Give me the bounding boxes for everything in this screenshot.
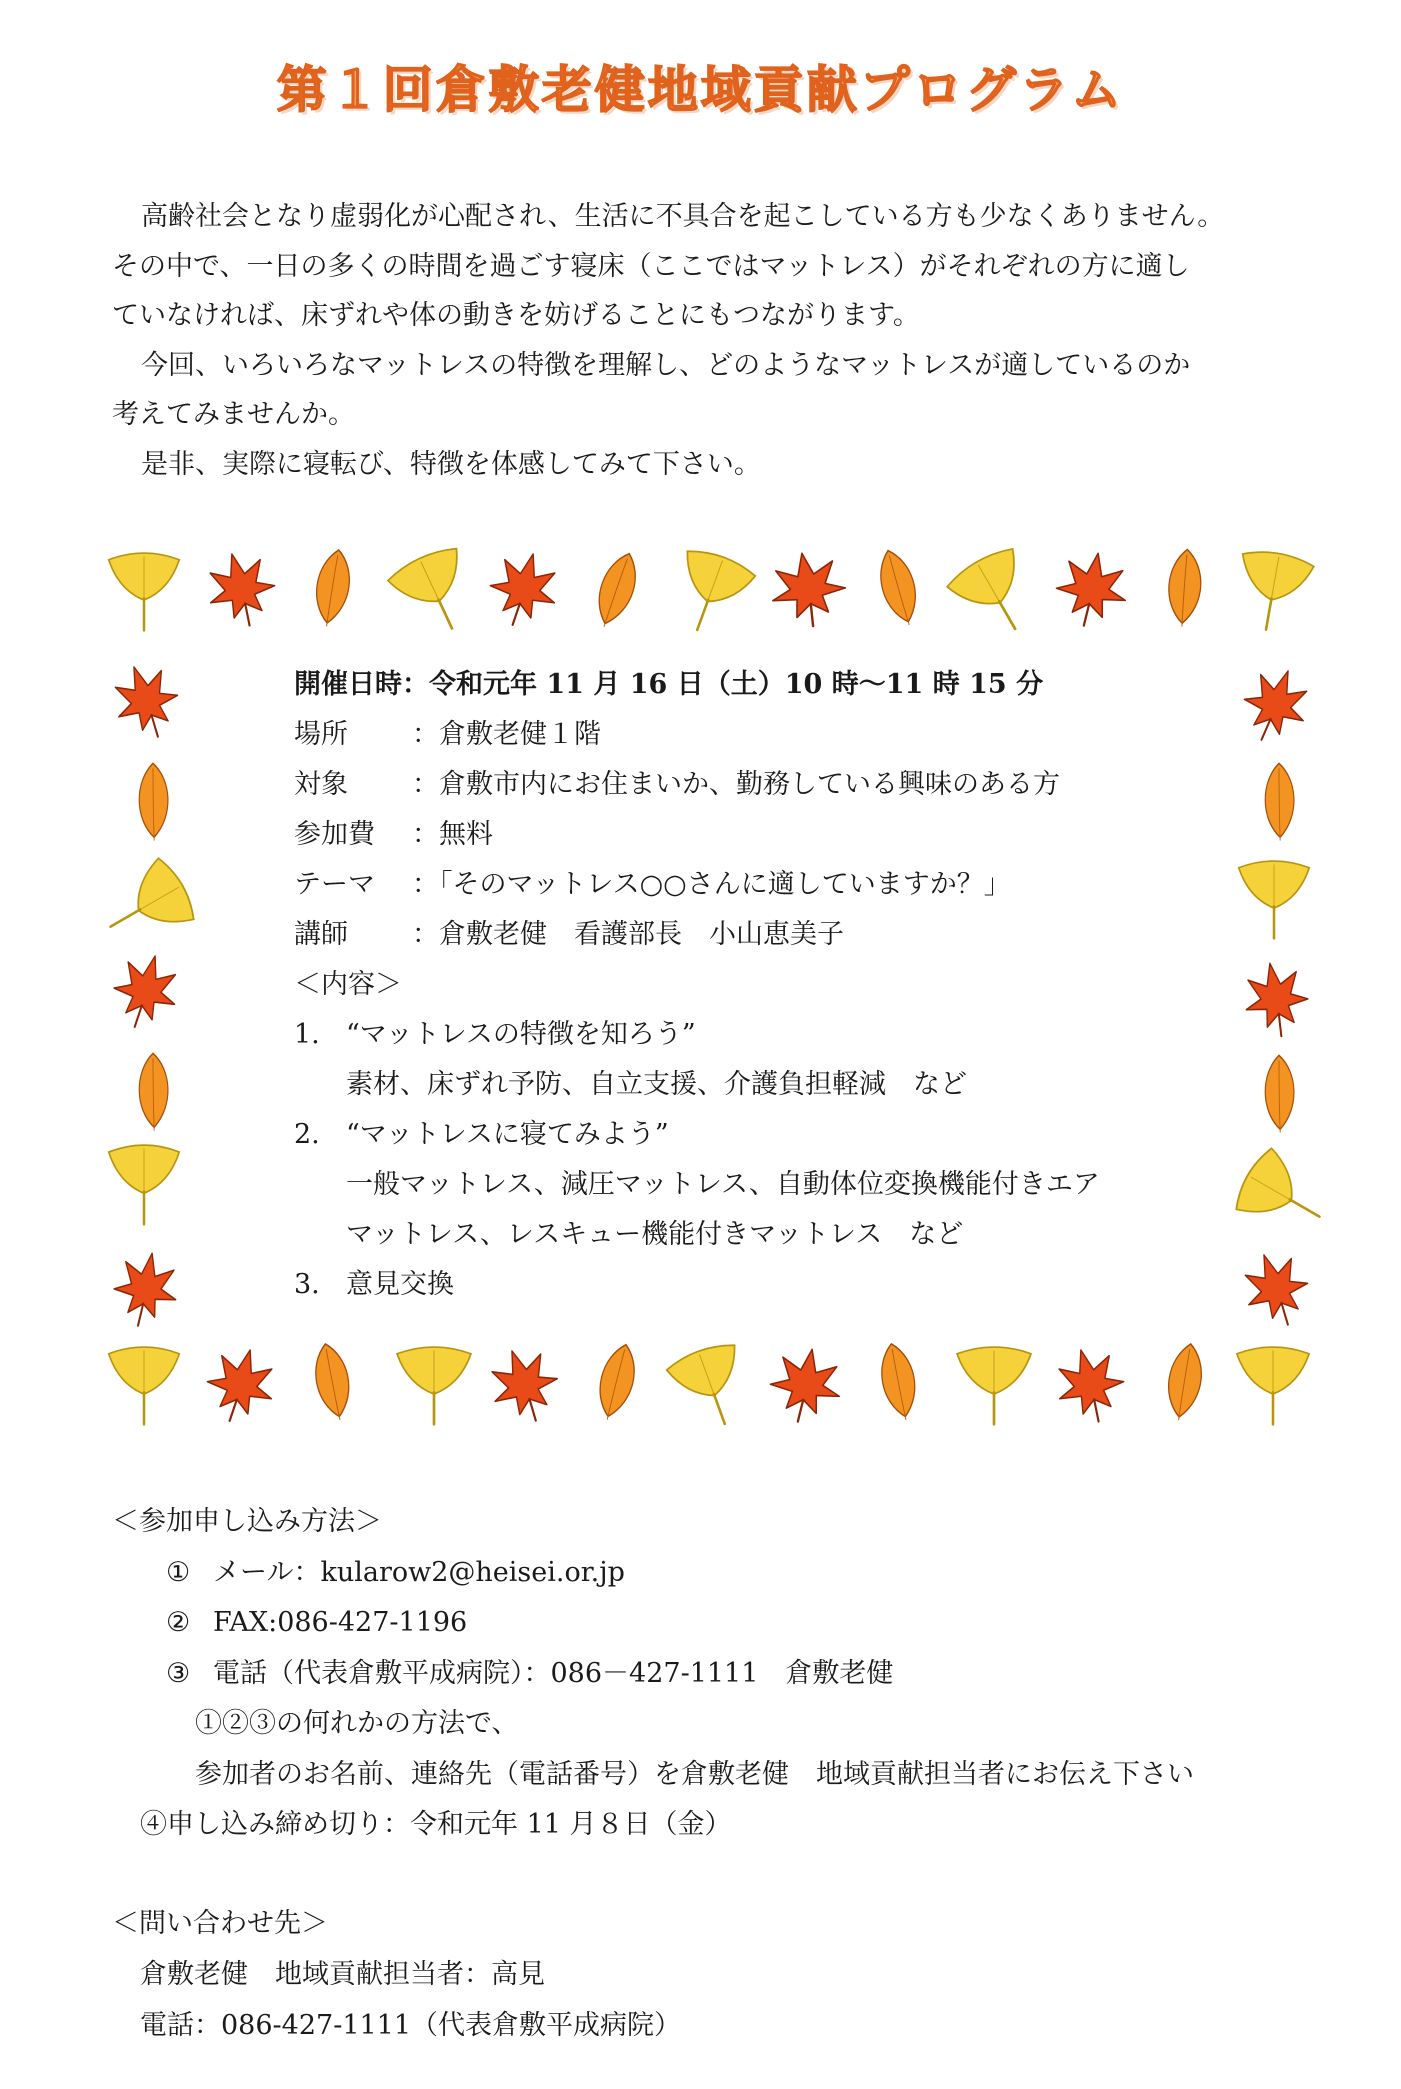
- ginkgo-leaf-icon: [390, 1342, 478, 1426]
- intro-line: 今回、いろいろなマットレスの特徴を理解し、どのようなマットレスが適しているのか: [141, 349, 1191, 381]
- ginkgo-leaf-icon: [1230, 1342, 1316, 1426]
- lecturer-label: 講師: [294, 919, 348, 950]
- item-text: “マットレスの特徴を知ろう”: [346, 1019, 696, 1050]
- item-number: 3.: [294, 1269, 320, 1300]
- ginkgo-leaf-icon: [102, 1342, 186, 1426]
- theme-label: テーマ: [294, 869, 375, 900]
- event-fee: [294, 810, 1194, 860]
- item-number: 1.: [294, 1019, 320, 1050]
- autumn-leaf-icon: [1250, 760, 1308, 844]
- method-number: ②: [166, 1607, 191, 1638]
- ginkgo-leaf-icon: [656, 1332, 766, 1440]
- apply-deadline: ④申し込み締め切り：令和元年 11 月８日（金）: [140, 1809, 732, 1840]
- maple-leaf-icon: [100, 651, 191, 749]
- lecturer-value: ：倉敷老健 看護部長 小山恵美子: [412, 919, 844, 950]
- target-value: ：倉敷市内にお住まいか、勤務している興味のある方: [412, 769, 1060, 800]
- item-text: “マットレスに寝てみよう”: [346, 1119, 669, 1150]
- autumn-leaf-icon: [574, 1333, 658, 1431]
- intro-line: 高齢社会となり虚弱化が心配され、生活に不具合を起こしている方も少なくありません。: [141, 201, 1225, 232]
- apply-method: [112, 1598, 1352, 1649]
- autumn-leaf-icon: [293, 1335, 371, 1429]
- contact-person: 倉敷老健 地域貢献担当者：高見: [140, 1959, 545, 1990]
- method-number: ①: [166, 1556, 191, 1588]
- autumn-leaf-icon: [856, 539, 940, 637]
- ginkgo-leaf-icon: [950, 1342, 1038, 1426]
- event-lecturer: [294, 910, 1194, 960]
- intro-line: 考えてみませんか。: [112, 399, 355, 430]
- application-section: [112, 1497, 1352, 1851]
- event-datetime: [294, 660, 1194, 710]
- autumn-leaf-icon: [1250, 1052, 1308, 1136]
- content-sub: 一般マットレス、減圧マットレス、自動体位変換機能付きエア: [346, 1169, 1100, 1200]
- maple-leaf-icon: [1230, 655, 1321, 753]
- autumn-leaf-icon: [293, 541, 371, 635]
- maple-leaf-icon: [762, 1338, 851, 1430]
- method-fax: FAX:086-427-1196: [213, 1607, 468, 1638]
- content-item: [294, 1260, 1194, 1310]
- maple-leaf-icon: [1236, 953, 1317, 1044]
- method-number: ③: [166, 1657, 191, 1689]
- maple-leaf-icon: [1045, 1336, 1135, 1432]
- contact-heading: ＜問い合わせ先＞: [112, 1908, 328, 1939]
- ginkgo-leaf-icon: [102, 1140, 186, 1226]
- item-text: 意見交換: [346, 1269, 454, 1300]
- ginkgo-leaf-icon: [88, 846, 208, 964]
- contact-section: [112, 1898, 1352, 2051]
- ginkgo-leaf-icon: [1232, 856, 1316, 940]
- ginkgo-leaf-icon: [935, 535, 1055, 653]
- content-sub: マットレス、レスキュー機能付きマットレス など: [346, 1219, 964, 1250]
- event-info: [294, 660, 1194, 1310]
- ginkgo-leaf-icon: [1222, 1136, 1342, 1254]
- apply-method: [112, 1649, 1352, 1700]
- maple-leaf-icon: [1048, 542, 1137, 634]
- target-label: 対象: [294, 769, 348, 800]
- ginkgo-leaf-icon: [102, 548, 186, 632]
- autumn-leaf-icon: [859, 1335, 937, 1429]
- apply-note: 参加者のお名前、連絡先（電話番号）を倉敷老健 地域貢献担当者にお伝え下さい: [195, 1758, 1194, 1790]
- maple-leaf-icon: [1230, 1239, 1321, 1337]
- maple-leaf-icon: [762, 542, 855, 635]
- maple-leaf-icon: [103, 943, 189, 1038]
- page-title: 第１回倉敷老健地域貢献プログラム: [276, 61, 1125, 119]
- method-email: メール：kularow2@heisei.or.jp: [213, 1556, 625, 1588]
- fee-value: ：無料: [412, 819, 493, 850]
- autumn-leaf-icon: [124, 1050, 182, 1134]
- ginkgo-leaf-icon: [376, 535, 493, 649]
- ginkgo-leaf-icon: [1223, 541, 1322, 639]
- method-phone: 電話（代表倉敷平成病院）：086－427-1111 倉敷老健: [213, 1657, 894, 1689]
- autumn-leaf-icon: [1145, 1335, 1223, 1429]
- intro-line: その中で、一日の多くの時間を過ごす寝床（ここではマットレス）がそれぞれの方に適し: [112, 250, 1190, 282]
- content-heading: ＜内容＞: [294, 969, 402, 1000]
- maple-leaf-icon: [196, 1336, 286, 1432]
- content-sub: 素材、床ずれ予防、自立支援、介護負担軽減 など: [346, 1069, 967, 1100]
- maple-leaf-icon: [479, 540, 569, 636]
- maple-leaf-icon: [106, 1243, 187, 1334]
- maple-leaf-icon: [476, 1334, 571, 1434]
- item-number: 2.: [294, 1119, 320, 1150]
- autumn-leaf-icon: [124, 760, 182, 844]
- content-item: [294, 1110, 1194, 1160]
- event-place: [294, 710, 1194, 760]
- ginkgo-leaf-icon: [656, 538, 766, 646]
- apply-method: [112, 1548, 1352, 1599]
- autumn-leaf-icon: [1148, 543, 1219, 632]
- apply-note: ①②③の何れかの方法で、: [195, 1708, 519, 1739]
- place-label: 場所: [294, 719, 348, 750]
- event-target: [294, 760, 1194, 810]
- event-theme: [294, 860, 1194, 910]
- content-item: [294, 1010, 1194, 1060]
- datetime-value: ：令和元年 11 月 16 日（土）10 時～11 時 15 分: [402, 669, 1044, 700]
- apply-heading: ＜参加申し込み方法＞: [112, 1506, 382, 1537]
- intro-line: ていなければ、床ずれや体の動きを妨げることにもつながります。: [112, 300, 920, 331]
- contact-phone: 電話：086-427-1111（代表倉敷平成病院）: [140, 2010, 682, 2041]
- maple-leaf-icon: [196, 540, 286, 636]
- intro-text: [112, 192, 1302, 489]
- fee-label: 参加費: [294, 819, 375, 850]
- theme-value: ：「そのマットレス○○さんに適していますか？」: [412, 869, 1011, 900]
- datetime-label: 開催日時: [294, 669, 402, 700]
- autumn-leaf-icon: [572, 540, 661, 641]
- place-value: ：倉敷老健１階: [412, 719, 601, 750]
- intro-line: 是非、実際に寝転び、特徴を体感してみて下さい。: [141, 448, 761, 480]
